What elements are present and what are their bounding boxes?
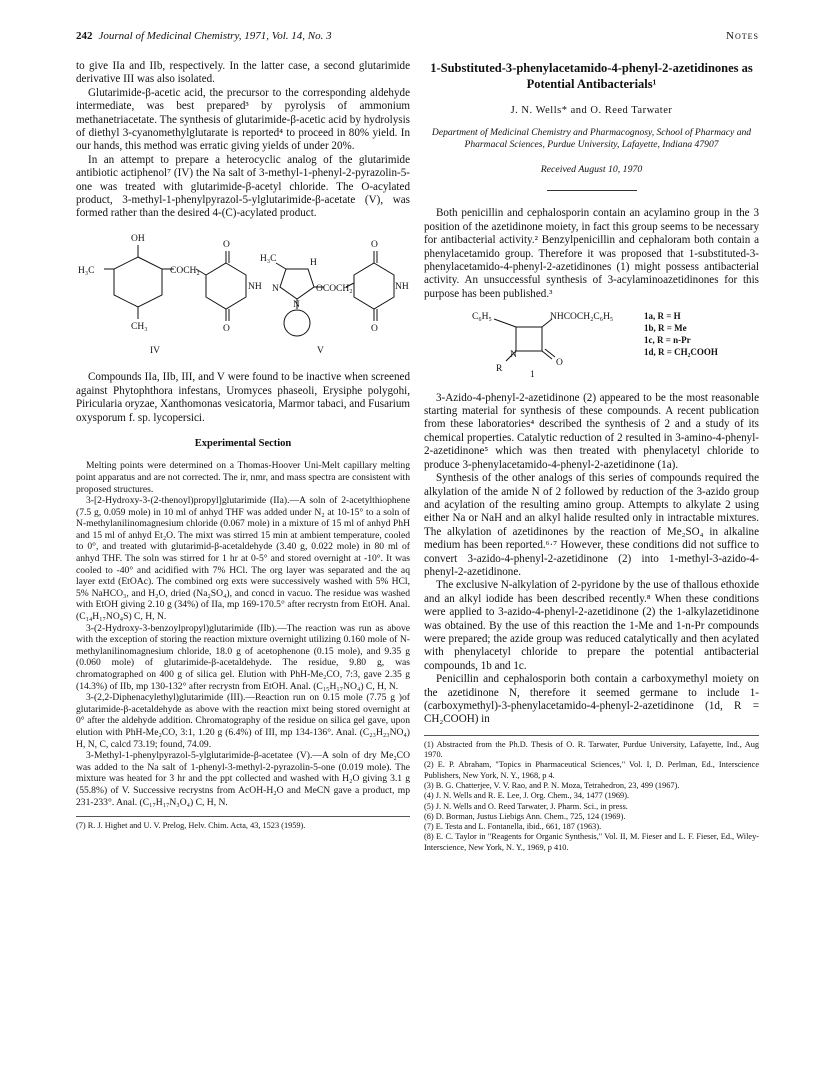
label-n1: N (272, 283, 279, 294)
exp-paragraph: Melting points were determined on a Thomas-Hoover Uni-Melt capillary melting point apparatus and are not corrected. The ir, nmr, and mass spectra are consistent with proposed structures. (76, 460, 410, 495)
exp-paragraph: 3-(2-Hydroxy-3-benzoylpropyl)glutarimide (IIb).—The reaction was run as above with the exception of storing the reaction mixture overnight utilizing 0.160 mole of N-methylanilinomagnesium chloride, 18.0 g of acetophenone (0.15 mole), and 9.35 g (0.060 mole) of glutarimide-β-acetaldehyde. The residue, 9.80 g, was chromatographed on 400 g of silica gel. Elution with PhH-Me₂CO, 7:3, gave 2.35 g (14.3%) of IIb, mp 130-132° after recrystn from EtOH. Anal. (C₁₅H₁₇NO₄) C, H, N. (76, 622, 410, 692)
footnote: (8) E. C. Taylor in "Reagents for Organic Synthesis," Vol. II, M. Fieser and L. F. Fieser, Ed., Wiley-Interscience, New York, N. Y., 1969, p 410. (424, 832, 759, 852)
phenyl-ring-v (284, 310, 310, 336)
footnote: (7) R. J. Highet and U. V. Prelog, Helv. Chim. Acta, 43, 1523 (1959). (76, 821, 306, 831)
label-v: V (317, 345, 324, 356)
label-o-v-bottom: O (371, 323, 378, 334)
paragraph: Glutarimide-β-acetic acid, the precursor to the corresponding aldehyde intermediate, was best prepared³ by pyrolysis of ammonium methanetriacetate. The synthesis of glutarimide-β-acetic acid by hydrolysis of diethyl 3-cyanomethylglutarate is reported⁴ to proceed in 80% yield. In our hands, this method was erratic giving yields of under 20%. (76, 86, 410, 153)
footnotes-right (424, 735, 759, 853)
footnote: (5) J. N. Wells and O. Reed Tarwater, J. Pharm. Sci., in press. (424, 801, 628, 811)
page-number: 242 (76, 30, 93, 42)
footnote: (7) E. Testa and L. Fontanella, ibid., 661, 187 (1963). (424, 822, 602, 832)
paragraph: Penicillin and cephalosporin both contain a carboxymethyl moiety on the azetidinone N, therefore it seemed germane to include 1-(carboxymethyl)-3-phenylacetamido-4-phenyl-2-azetidinone (1d, R = CH₂COOH) in (424, 673, 759, 726)
journal-citation: Journal of Medicinal Chemistry, 1971, Vol. 14, No. 3 (98, 30, 332, 42)
paragraph: to give IIa and IIb, respectively. In the latter case, a second glutarimide derivative III was also isolated. (76, 60, 410, 86)
label-o-iv-bottom: O (223, 323, 230, 334)
label-n2: N (293, 299, 300, 310)
azetidinone-structure-svg (424, 309, 759, 379)
experimental-section (76, 460, 410, 808)
authors: J. N. Wells* and O. Reed Tarwater (510, 105, 673, 116)
label-r: R (496, 364, 503, 375)
right-column (424, 60, 759, 853)
affiliation: Department of Medicinal Chemistry and Pharmacognosy, School of Pharmacy and Pharmacal Sciences, Purdue University, Lafayette, Indiana 47907 (431, 127, 752, 151)
chemical-structures-svg (76, 229, 410, 359)
footnote: (6) D. Borman, Justus Liebigs Ann. Chem., 725, 124 (1969). (424, 811, 626, 821)
label-h3c-iv: H₃C (78, 265, 95, 276)
benzene-ring-iv (114, 257, 162, 307)
divider (547, 190, 637, 191)
paragraph: Both penicillin and cephalosporin contain an acylamino group in the 3 position of the azetidinone moiety, in fact this group seems to be necessary for antibacterial activity.² Benzylpenicillin and cephaloram both contain a phenylacetamido group. Therefore it was proposed that 1-substituted-3-phenylacetamido-4-phenyl-2-azetidinones (1) might possess antibacterial activity. An unsuccessful synthesis of 3-acylaminoazetidinones for this purpose has been published.³ (424, 207, 759, 300)
compound-1b: 1b, R = Me (644, 323, 687, 334)
label-h3c-v: H₃C (260, 253, 277, 264)
footnote: (1) Abstracted from the Ph.D. Thesis of O. R. Tarwater, Purdue University, Lafayette, Ind., Aug 1970. (424, 739, 759, 760)
header-left (76, 30, 332, 42)
section-heading: Experimental Section (194, 437, 292, 449)
structure-1 (424, 309, 759, 383)
label-ch3: CH₃ (131, 321, 148, 332)
label-n: N (510, 350, 517, 361)
beta-lactam-ring (516, 327, 542, 351)
running-header (76, 30, 759, 46)
article-title: 1-Substituted-3-phenylacetamido-4-phenyl-2-azetidinones as Potential Antibacterials¹ (430, 61, 753, 91)
label-iv: IV (150, 345, 161, 356)
exp-paragraph: 3-(2,2-Diphenacylethyl)glutarimide (III).—Reaction run on 0.15 mole (7.75 g )of glutarimide-β-acetaldehyde as above with the reaction mixt being stored overnight at 0° after the aldehyde addition. Chromatography of the residue on silica gel gave, upon elution with PhH-Me₂CO, 3:1, 1.20 g (6.4%) of III, mp 134-136°. Anal. (C₂₃H₂₃NO₄) H, N, C, calcd 73.19; found, 74.09. (76, 692, 410, 750)
compound-1d: 1d, R = CH₂COOH (644, 347, 718, 358)
footnote: (3) B. G. Chatterjee, V. V. Rao, and P. N. Moza, Tetrahedron, 23, 499 (1967). (424, 781, 680, 790)
label-nh-v: NH (395, 281, 409, 292)
label-compound-1: 1 (530, 370, 535, 380)
compound-1a: 1a, R = H (644, 311, 681, 322)
glutarimide-ring-iv (206, 263, 246, 309)
section-label: Notes (726, 30, 759, 42)
footnote-left (76, 816, 410, 831)
paragraph: In an attempt to prepare a heterocyclic analog of the glutarimide antibiotic actiphenol⁷ (IV) the Na salt of 3-methyl-1-phenyl-2-pyrazolin-5-one was treated with glutarimide-β-acetyl chloride. The O-acylated product, 3-methyl-1-phenylpyrazol-5-ylglutarimide-β-acetate (V), was formed rather than the desired 4-(C)-acylated product. (76, 153, 410, 220)
label-h: H (310, 257, 317, 268)
compound-1c: 1c, R = n-Pr (644, 335, 691, 346)
exp-paragraph: 3-[2-Hydroxy-3-(2-thenoyl)propyl]glutarimide (IIa).—A soln of 2-acetylthiophene (7.5 g, 0.059 mole) in 10 ml of anhyd THF was added under N₂ at 10-15° to a soln of N-methylanilinomagnesium chloride (0.067 mole) in a mixture of 15 ml of anhyd PhH and 15 ml of anhyd Et₂O. The mixt was stirred 15 min at ambient temperature, cooled to 0°, and treated with glutarimid-β-acetaldehyde (3.40 g, 0.022 mole) in 80 ml of anhyd THF. The soln was stirred for 1 hr at 0-5° and stored overnight at -10°. It was cooled to -40° and acidified with 7% HCl. The org layer was separated and the aq layer extd (EtOAc). The combined org exts were successively washed with 5% HCl, 5% NaHCO₃, and H₂O, dried (Na₂SO₄), and concd in vacuo. The residue was washed with EtOH giving 2.10 g (34%) of IIa, mp 169-170.5° after recrystn from EtOH. Anal. (C₁₄H₁₇NO₄S) C, H, N. (76, 495, 410, 623)
paragraph: Compounds IIa, IIb, III, and V were found to be inactive when screened against Phytophthora infestans, Uromyces phaseoli, Erysiphe polygohi, Piricularia oryzae, Xanthomonas vesicatoria, Marmor tabaci, and Fusarium oxysporum f. sp. lycopersici. (76, 371, 410, 424)
label-coch2: COCH₂ (170, 265, 200, 276)
label-o-v-top: O (371, 239, 378, 250)
label-oh: OH (131, 233, 145, 244)
label-ococh2: OCOCH₂ (316, 283, 353, 294)
left-column (76, 60, 410, 831)
label-nhcoch2: NHCOCH₂C₆H₅ (550, 312, 614, 323)
footnote: (2) E. P. Abraham, "Topics in Pharmaceutical Sciences," Vol. I, D. Perlman, Ed., Interscience Publishers, New York, N. Y., 1968, p 4. (424, 760, 759, 780)
structures-iv-v (76, 229, 410, 363)
label-o-iv-top: O (223, 239, 230, 250)
footnote: (4) J. N. Wells and R. E. Lee, J. Org. Chem., 34, 1477 (1969). (424, 791, 630, 801)
exp-paragraph: 3-Methyl-1-phenylpyrazol-5-ylglutarimide-β-acetatee (V).—A soln of dry Me₂CO was added to the Na salt of 1-phenyl-3-methyl-2-pyrazolin-5-one (0.019 mole). The mixture was heated for 3 hr and the ppt collected and washed with H₂O giving 3.1 g (55.8%) of V. Successive recrystns from AcOH-H₂O and MeCN gave a product, mp 231-233°. Anal. (C₁₇H₁₇N₃O₄) C, H, N. (76, 750, 410, 808)
label-o: O (556, 358, 563, 369)
label-c6h5: C₆H₅ (472, 312, 492, 323)
paragraph: Synthesis of the other analogs of this series of compounds required the alkylation of the amide N of 2 followed by reduction of the 3-azido group and acylation of the resulting amino group. Attempts to alkylate 2 using either Na or NaH and an alkyl halide resulted only in intractable mixtures. The alkylation of azetidinones by the reaction of Me₂SO₄ in alkaline medium has been reported.⁶·⁷ However, these conditions did not suffice to convert 3-azido-4-phenyl-2-azetidinone (2) into 1-methyl-3-azido-4-phenyl-2-azetidinone. (424, 472, 759, 578)
paragraph: 3-Azido-4-phenyl-2-azetidinone (2) appeared to be the most reasonable starting material for synthesis of these compounds. A recent publication from these laboratories⁴ described the synthesis of 2 and a study of its chemical properties. Catalytic reduction of 2 resulted in 3-amino-4-phenyl-2-azetidinone⁵ which was then treated with phenylacetyl chloride to produce 3-phenylacetamido-4-phenyl-2-azetidinone (1a). (424, 391, 759, 471)
paragraph: The exclusive N-alkylation of 2-pyridone by the use of thallous ethoxide and an alkyl iodide has been described recently.⁸ When these conditions were applied to 3-azido-4-phenyl-2-azetidinone (2) the 1-alkylazetidinone was obtained. By the use of this reaction the 1-Me and 1-n-Pr compounds were prepared; the azide group was reduced catalytically and then acylated with phenylacetyl chloride to prepare the potential antibacterial compounds, 1b and 1c. (424, 579, 759, 672)
label-nh-iv: NH (248, 281, 262, 292)
pyrazole-ring-v (280, 269, 314, 299)
received-date: Received August 10, 1970 (540, 164, 643, 175)
glutarimide-ring-v (354, 263, 394, 309)
